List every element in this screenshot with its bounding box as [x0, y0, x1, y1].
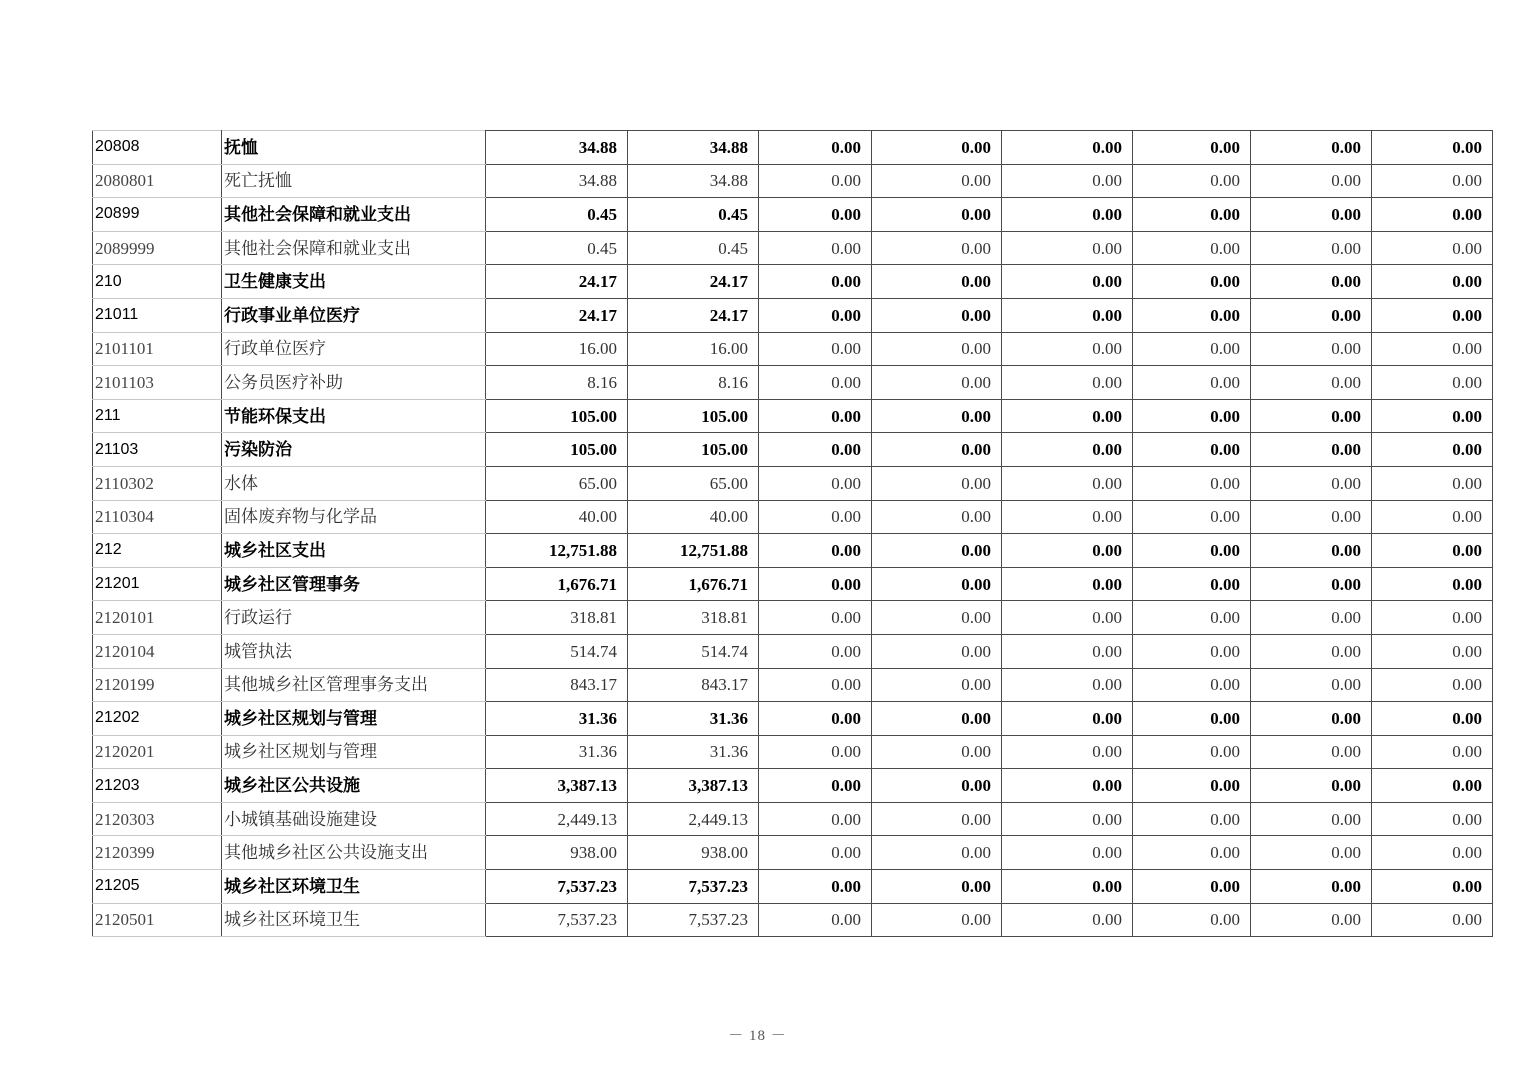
- amount-cell: 0.00: [1251, 433, 1372, 467]
- amount-cell: 0.00: [1372, 836, 1493, 870]
- function-name-cell: 卫生健康支出: [222, 265, 486, 299]
- amount-cell: 0.00: [1133, 433, 1251, 467]
- function-code-cell: 2120501: [93, 903, 222, 937]
- amount-cell: 0.00: [1002, 802, 1133, 836]
- amount-cell: 0.00: [1372, 399, 1493, 433]
- amount-cell: 318.81: [486, 601, 628, 635]
- amount-cell: 0.00: [872, 366, 1002, 400]
- function-name-cell: 城乡社区环境卫生: [222, 903, 486, 937]
- amount-cell: 7,537.23: [628, 903, 759, 937]
- amount-cell: 0.00: [1251, 332, 1372, 366]
- function-name-cell: 水体: [222, 466, 486, 500]
- amount-cell: 0.00: [759, 769, 872, 803]
- function-code-cell: 2101103: [93, 366, 222, 400]
- amount-cell: 0.00: [872, 466, 1002, 500]
- function-code-cell: 2089999: [93, 231, 222, 265]
- amount-cell: 0.00: [872, 298, 1002, 332]
- function-code-cell: 2080801: [93, 164, 222, 198]
- function-name-cell: 城乡社区环境卫生: [222, 870, 486, 904]
- amount-cell: 0.00: [1251, 466, 1372, 500]
- amount-cell: 0.00: [872, 668, 1002, 702]
- amount-cell: 24.17: [628, 265, 759, 299]
- amount-cell: 34.88: [628, 131, 759, 165]
- amount-cell: 34.88: [628, 164, 759, 198]
- amount-cell: 3,387.13: [628, 769, 759, 803]
- amount-cell: 938.00: [486, 836, 628, 870]
- amount-cell: 0.00: [1002, 298, 1133, 332]
- amount-cell: 0.00: [1133, 735, 1251, 769]
- amount-cell: 0.00: [1002, 668, 1133, 702]
- table-row: [93, 802, 1493, 836]
- amount-cell: 0.00: [759, 298, 872, 332]
- amount-cell: 1,676.71: [628, 567, 759, 601]
- amount-cell: 0.00: [1372, 433, 1493, 467]
- amount-cell: 0.00: [1251, 735, 1372, 769]
- amount-cell: 0.00: [872, 802, 1002, 836]
- amount-cell: 0.45: [628, 198, 759, 232]
- amount-cell: 0.45: [486, 198, 628, 232]
- table-row: [93, 332, 1493, 366]
- amount-cell: 0.00: [872, 769, 1002, 803]
- amount-cell: 0.00: [759, 466, 872, 500]
- amount-cell: 0.00: [1372, 735, 1493, 769]
- amount-cell: 0.00: [759, 634, 872, 668]
- function-name-cell: 其他社会保障和就业支出: [222, 231, 486, 265]
- amount-cell: 0.00: [872, 500, 1002, 534]
- amount-cell: 0.00: [872, 836, 1002, 870]
- amount-cell: 2,449.13: [486, 802, 628, 836]
- table-row: [93, 366, 1493, 400]
- amount-cell: 0.00: [759, 198, 872, 232]
- amount-cell: 0.00: [759, 836, 872, 870]
- function-code-cell: 2110302: [93, 466, 222, 500]
- amount-cell: 0.00: [1002, 164, 1133, 198]
- amount-cell: 0.00: [1372, 769, 1493, 803]
- amount-cell: 0.00: [759, 601, 872, 635]
- amount-cell: 65.00: [628, 466, 759, 500]
- amount-cell: 7,537.23: [486, 870, 628, 904]
- amount-cell: 8.16: [486, 366, 628, 400]
- amount-cell: 1,676.71: [486, 567, 628, 601]
- function-name-cell: 城管执法: [222, 634, 486, 668]
- amount-cell: 0.45: [628, 231, 759, 265]
- summary-row: [93, 131, 1493, 165]
- amount-cell: 843.17: [628, 668, 759, 702]
- function-code-cell: 20808: [93, 131, 222, 165]
- amount-cell: 0.00: [1133, 668, 1251, 702]
- amount-cell: 0.00: [872, 870, 1002, 904]
- amount-cell: 0.00: [1002, 500, 1133, 534]
- table-row: [93, 668, 1493, 702]
- function-code-cell: 211: [93, 399, 222, 433]
- amount-cell: 514.74: [486, 634, 628, 668]
- amount-cell: 0.00: [1251, 634, 1372, 668]
- amount-cell: 0.00: [1372, 366, 1493, 400]
- amount-cell: 16.00: [486, 332, 628, 366]
- function-code-cell: 2101101: [93, 332, 222, 366]
- amount-cell: 0.00: [759, 802, 872, 836]
- function-name-cell: 小城镇基础设施建设: [222, 802, 486, 836]
- amount-cell: 105.00: [628, 399, 759, 433]
- table-body: [93, 131, 1493, 937]
- amount-cell: 0.00: [1002, 433, 1133, 467]
- amount-cell: 0.00: [759, 702, 872, 736]
- amount-cell: 0.00: [1372, 332, 1493, 366]
- amount-cell: 0.00: [1251, 164, 1372, 198]
- summary-row: [93, 399, 1493, 433]
- amount-cell: 34.88: [486, 131, 628, 165]
- amount-cell: 0.00: [872, 903, 1002, 937]
- function-name-cell: 行政事业单位医疗: [222, 298, 486, 332]
- amount-cell: 0.00: [1372, 164, 1493, 198]
- function-code-cell: 2120303: [93, 802, 222, 836]
- amount-cell: 0.00: [1133, 870, 1251, 904]
- amount-cell: 0.00: [1251, 601, 1372, 635]
- amount-cell: 0.00: [759, 903, 872, 937]
- amount-cell: 0.00: [759, 332, 872, 366]
- amount-cell: 0.00: [1372, 466, 1493, 500]
- function-code-cell: 21205: [93, 870, 222, 904]
- function-code-cell: 2110304: [93, 500, 222, 534]
- function-code-cell: 21202: [93, 702, 222, 736]
- amount-cell: 0.00: [1133, 601, 1251, 635]
- amount-cell: 0.00: [1133, 131, 1251, 165]
- amount-cell: 0.00: [1251, 399, 1372, 433]
- amount-cell: 0.00: [1372, 198, 1493, 232]
- amount-cell: 0.00: [1133, 399, 1251, 433]
- function-name-cell: 城乡社区支出: [222, 534, 486, 568]
- amount-cell: 24.17: [628, 298, 759, 332]
- amount-cell: 0.00: [1372, 702, 1493, 736]
- summary-row: [93, 433, 1493, 467]
- function-name-cell: 死亡抚恤: [222, 164, 486, 198]
- function-name-cell: 行政运行: [222, 601, 486, 635]
- function-name-cell: 城乡社区公共设施: [222, 769, 486, 803]
- amount-cell: 65.00: [486, 466, 628, 500]
- amount-cell: 0.00: [759, 668, 872, 702]
- function-code-cell: 21103: [93, 433, 222, 467]
- function-name-cell: 污染防治: [222, 433, 486, 467]
- amount-cell: 31.36: [486, 702, 628, 736]
- amount-cell: 0.00: [1251, 702, 1372, 736]
- function-code-cell: 2120199: [93, 668, 222, 702]
- amount-cell: 0.00: [1133, 466, 1251, 500]
- function-code-cell: 2120399: [93, 836, 222, 870]
- summary-row: [93, 298, 1493, 332]
- amount-cell: 0.00: [759, 399, 872, 433]
- summary-row: [93, 265, 1493, 299]
- amount-cell: 0.00: [759, 231, 872, 265]
- amount-cell: 0.00: [872, 735, 1002, 769]
- amount-cell: 0.00: [872, 702, 1002, 736]
- table-row: [93, 164, 1493, 198]
- amount-cell: 0.00: [1133, 769, 1251, 803]
- amount-cell: 0.00: [1372, 567, 1493, 601]
- amount-cell: 0.00: [1133, 702, 1251, 736]
- amount-cell: 0.00: [872, 231, 1002, 265]
- amount-cell: 0.00: [1002, 399, 1133, 433]
- amount-cell: 0.45: [486, 231, 628, 265]
- amount-cell: 0.00: [1133, 802, 1251, 836]
- function-name-cell: 节能环保支出: [222, 399, 486, 433]
- amount-cell: 0.00: [1251, 567, 1372, 601]
- amount-cell: 40.00: [486, 500, 628, 534]
- amount-cell: 0.00: [872, 164, 1002, 198]
- amount-cell: 0.00: [1133, 500, 1251, 534]
- amount-cell: 105.00: [486, 399, 628, 433]
- amount-cell: 0.00: [759, 131, 872, 165]
- amount-cell: 0.00: [1251, 298, 1372, 332]
- amount-cell: 0.00: [1372, 802, 1493, 836]
- table-row: [93, 231, 1493, 265]
- amount-cell: 0.00: [1133, 567, 1251, 601]
- amount-cell: 0.00: [872, 567, 1002, 601]
- amount-cell: 0.00: [1133, 265, 1251, 299]
- amount-cell: 0.00: [1002, 366, 1133, 400]
- amount-cell: 0.00: [759, 534, 872, 568]
- function-name-cell: 公务员医疗补助: [222, 366, 486, 400]
- amount-cell: 938.00: [628, 836, 759, 870]
- function-name-cell: 城乡社区规划与管理: [222, 702, 486, 736]
- amount-cell: 0.00: [759, 870, 872, 904]
- amount-cell: 0.00: [1002, 601, 1133, 635]
- amount-cell: 843.17: [486, 668, 628, 702]
- amount-cell: 0.00: [1372, 601, 1493, 635]
- amount-cell: 8.16: [628, 366, 759, 400]
- amount-cell: 0.00: [1372, 500, 1493, 534]
- amount-cell: 0.00: [1133, 164, 1251, 198]
- function-code-cell: 212: [93, 534, 222, 568]
- function-name-cell: 行政单位医疗: [222, 332, 486, 366]
- amount-cell: 0.00: [1133, 298, 1251, 332]
- amount-cell: 0.00: [1251, 668, 1372, 702]
- table-row: [93, 601, 1493, 635]
- amount-cell: 0.00: [1133, 231, 1251, 265]
- amount-cell: 7,537.23: [486, 903, 628, 937]
- amount-cell: 0.00: [1133, 903, 1251, 937]
- function-name-cell: 固体废弃物与化学品: [222, 500, 486, 534]
- amount-cell: 0.00: [1251, 265, 1372, 299]
- table-row: [93, 466, 1493, 500]
- amount-cell: 0.00: [1002, 903, 1133, 937]
- function-name-cell: 其他城乡社区公共设施支出: [222, 836, 486, 870]
- amount-cell: 31.36: [628, 735, 759, 769]
- amount-cell: 0.00: [1372, 903, 1493, 937]
- amount-cell: 0.00: [1372, 131, 1493, 165]
- function-code-cell: 2120201: [93, 735, 222, 769]
- amount-cell: 24.17: [486, 265, 628, 299]
- amount-cell: 0.00: [1002, 735, 1133, 769]
- amount-cell: 31.36: [628, 702, 759, 736]
- amount-cell: 0.00: [872, 198, 1002, 232]
- amount-cell: 31.36: [486, 735, 628, 769]
- amount-cell: 0.00: [1251, 231, 1372, 265]
- amount-cell: 0.00: [1002, 702, 1133, 736]
- amount-cell: 0.00: [1002, 870, 1133, 904]
- amount-cell: 0.00: [1002, 265, 1133, 299]
- amount-cell: 0.00: [872, 399, 1002, 433]
- summary-row: [93, 567, 1493, 601]
- amount-cell: 0.00: [1002, 567, 1133, 601]
- amount-cell: 0.00: [1133, 332, 1251, 366]
- amount-cell: 105.00: [486, 433, 628, 467]
- amount-cell: 12,751.88: [628, 534, 759, 568]
- function-code-cell: 210: [93, 265, 222, 299]
- page-number: － 18 －: [728, 1028, 787, 1044]
- amount-cell: 105.00: [628, 433, 759, 467]
- amount-cell: 7,537.23: [628, 870, 759, 904]
- amount-cell: 0.00: [1251, 198, 1372, 232]
- summary-row: [93, 769, 1493, 803]
- table-row: [93, 836, 1493, 870]
- amount-cell: 0.00: [1002, 836, 1133, 870]
- amount-cell: 0.00: [1251, 870, 1372, 904]
- function-code-cell: 2120101: [93, 601, 222, 635]
- amount-cell: 0.00: [1251, 903, 1372, 937]
- amount-cell: 34.88: [486, 164, 628, 198]
- amount-cell: 0.00: [1372, 668, 1493, 702]
- amount-cell: 0.00: [1251, 131, 1372, 165]
- amount-cell: 12,751.88: [486, 534, 628, 568]
- amount-cell: 0.00: [1251, 802, 1372, 836]
- amount-cell: 0.00: [1251, 500, 1372, 534]
- amount-cell: 0.00: [1133, 366, 1251, 400]
- amount-cell: 0.00: [1002, 534, 1133, 568]
- amount-cell: 0.00: [1372, 298, 1493, 332]
- summary-row: [93, 534, 1493, 568]
- amount-cell: 0.00: [1251, 836, 1372, 870]
- function-name-cell: 城乡社区管理事务: [222, 567, 486, 601]
- amount-cell: 0.00: [759, 265, 872, 299]
- amount-cell: 0.00: [1133, 534, 1251, 568]
- amount-cell: 0.00: [1002, 131, 1133, 165]
- summary-row: [93, 198, 1493, 232]
- amount-cell: 2,449.13: [628, 802, 759, 836]
- amount-cell: 0.00: [759, 433, 872, 467]
- amount-cell: 16.00: [628, 332, 759, 366]
- summary-row: [93, 870, 1493, 904]
- amount-cell: 40.00: [628, 500, 759, 534]
- amount-cell: 0.00: [1002, 634, 1133, 668]
- amount-cell: 0.00: [1002, 466, 1133, 500]
- table-row: [93, 735, 1493, 769]
- amount-cell: 0.00: [759, 567, 872, 601]
- amount-cell: 0.00: [1002, 332, 1133, 366]
- function-code-cell: 21203: [93, 769, 222, 803]
- amount-cell: 3,387.13: [486, 769, 628, 803]
- amount-cell: 24.17: [486, 298, 628, 332]
- function-name-cell: 其他社会保障和就业支出: [222, 198, 486, 232]
- amount-cell: 0.00: [872, 534, 1002, 568]
- amount-cell: 0.00: [1133, 836, 1251, 870]
- amount-cell: 0.00: [1251, 769, 1372, 803]
- amount-cell: 0.00: [1372, 870, 1493, 904]
- function-name-cell: 城乡社区规划与管理: [222, 735, 486, 769]
- function-code-cell: 20899: [93, 198, 222, 232]
- amount-cell: 0.00: [872, 601, 1002, 635]
- amount-cell: 0.00: [1372, 534, 1493, 568]
- amount-cell: 0.00: [872, 332, 1002, 366]
- budget-table: [92, 130, 1493, 937]
- amount-cell: 0.00: [872, 433, 1002, 467]
- amount-cell: 0.00: [1002, 231, 1133, 265]
- function-name-cell: 其他城乡社区管理事务支出: [222, 668, 486, 702]
- amount-cell: 0.00: [1002, 198, 1133, 232]
- amount-cell: 0.00: [1251, 534, 1372, 568]
- amount-cell: 0.00: [1251, 366, 1372, 400]
- amount-cell: 514.74: [628, 634, 759, 668]
- amount-cell: 0.00: [759, 735, 872, 769]
- summary-row: [93, 702, 1493, 736]
- function-name-cell: 抚恤: [222, 131, 486, 165]
- amount-cell: 0.00: [1002, 769, 1133, 803]
- amount-cell: 0.00: [1372, 265, 1493, 299]
- amount-cell: 0.00: [1133, 634, 1251, 668]
- amount-cell: 0.00: [872, 131, 1002, 165]
- table-row: [93, 500, 1493, 534]
- function-code-cell: 21011: [93, 298, 222, 332]
- amount-cell: 0.00: [759, 500, 872, 534]
- amount-cell: 0.00: [759, 366, 872, 400]
- amount-cell: 0.00: [1372, 634, 1493, 668]
- table-row: [93, 634, 1493, 668]
- function-code-cell: 21201: [93, 567, 222, 601]
- amount-cell: 318.81: [628, 601, 759, 635]
- amount-cell: 0.00: [759, 164, 872, 198]
- amount-cell: 0.00: [872, 265, 1002, 299]
- function-code-cell: 2120104: [93, 634, 222, 668]
- amount-cell: 0.00: [1133, 198, 1251, 232]
- table-row: [93, 903, 1493, 937]
- amount-cell: 0.00: [872, 634, 1002, 668]
- amount-cell: 0.00: [1372, 231, 1493, 265]
